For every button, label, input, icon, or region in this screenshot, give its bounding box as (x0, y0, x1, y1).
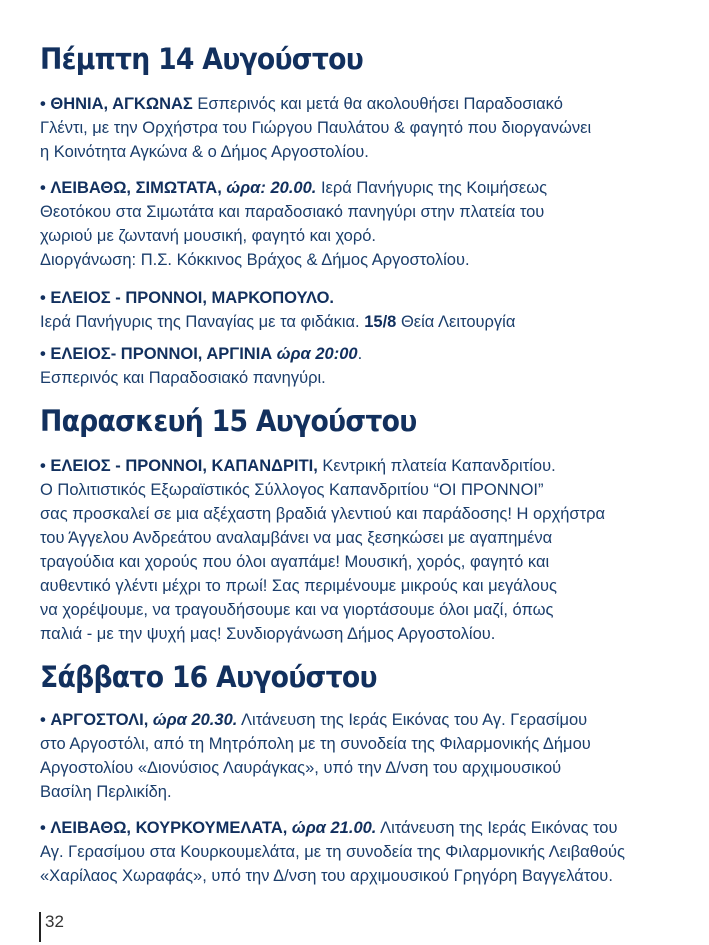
event-line (40, 454, 680, 478)
event-entry (40, 342, 680, 390)
event-line (40, 286, 680, 310)
event-text: Εσπερινός και Παραδοσιακό πανηγύρι. (40, 369, 326, 387)
bullet: • (40, 289, 46, 307)
bullet: • (40, 345, 46, 363)
event-line (40, 708, 680, 732)
footer-rule (39, 912, 41, 942)
event-text: παλιά - με την ψυχή μας! Συνδιοργάνωση Δήμος Αργοστολίου. (40, 625, 496, 643)
bullet: • (40, 711, 46, 729)
event-text: Ιερά Πανήγυρις της Παναγίας με τα φιδάκια. (40, 313, 365, 331)
day-heading: Πέμπτη 14 Αυγούστου (40, 42, 364, 76)
event-entry (40, 176, 680, 272)
event-entry (40, 454, 680, 646)
bullet: • (40, 457, 46, 475)
event-line (40, 342, 680, 366)
bullet: • (40, 179, 46, 197)
event-text: σας προσκαλεί σε μια αξέχαστη βραδιά γλεντιού και παράδοσης! Η ορχήστρα (40, 505, 606, 523)
day-heading: Σάββατο 16 Αυγούστου (40, 660, 377, 694)
event-text: να χορέψουμε, να τραγουδήσουμε και να γιορτάσουμε όλοι μαζί, όπως (40, 601, 554, 619)
event-text: Αργοστολίου «Διονύσιος Λαυράγκας», υπό την Δ/νση του αρχιμουσικού (40, 759, 562, 777)
bullet: • (40, 95, 46, 113)
event-text: Διοργάνωση: Π.Σ. Κόκκινος Βράχος & Δήμος Αργοστολίου. (40, 251, 470, 269)
event-text: αυθεντικό γλέντι μέχρι το πρωί! Σας περιμένουμε μικρούς και μεγάλους (40, 577, 557, 595)
event-time: ώρα: 20.00. (226, 179, 317, 197)
event-text: . (357, 345, 363, 363)
event-text: Θεοτόκου στα Σιμωτάτα και παραδοσιακό πανηγύρι στην πλατεία του (40, 203, 545, 221)
event-time: ώρα 20:00 (272, 345, 358, 363)
event-time: ώρα 20.30. (148, 711, 238, 729)
event-location: ΛΕΙΒΑΘΩ, ΣΙΜΩΤΑΤΑ, (50, 179, 222, 197)
event-location: ΑΡΓΟΣΤΟΛΙ, (50, 711, 149, 729)
event-entry (40, 92, 680, 164)
event-text: Αγ. Γερασίμου στα Κουρκουμελάτα, με τη συνοδεία της Φιλαρμονικής Λειβαθούς (40, 843, 625, 861)
event-time: ώρα 21.00. (287, 819, 377, 837)
event-date: 15/8 (364, 313, 397, 331)
event-line (40, 176, 680, 200)
event-text: Ο Πολιτιστικός Εξωραϊστικός Σύλλογος Καπανδριτίου “ΟΙ ΠΡΟΝΝΟΙ” (40, 481, 544, 499)
event-text: στο Αργοστόλι, από τη Μητρόπολη με τη συνοδεία της Φιλαρμονικής Δήμου (40, 735, 591, 753)
day-heading: Παρασκευή 15 Αυγούστου (40, 404, 417, 438)
event-entry (40, 708, 680, 804)
event-text: Βασίλη Περλικίδη. (40, 783, 172, 801)
event-text: Λιτάνευση της Ιεράς Εικόνας του Αγ. Γερασίμου (237, 711, 588, 729)
event-text: τραγούδια και χορούς που όλοι αγαπάμε! Μουσική, χορός, φαγητό και (40, 553, 550, 571)
event-line (40, 816, 680, 840)
event-text: Γλέντι, με την Ορχήστρα του Γιώργου Παυλάτου & φαγητό που διοργανώνει (40, 119, 592, 137)
page-number: 32 (45, 912, 64, 931)
event-text: η Κοινότητα Αγκώνα & ο Δήμος Αργοστολίου. (40, 143, 369, 161)
event-text: Θεία Λειτουργία (396, 313, 516, 331)
event-line (40, 310, 680, 334)
event-location: ΘΗΝΙΑ, ΑΓΚΩΝΑΣ (50, 95, 193, 113)
event-text: Εσπερινός και μετά θα ακολουθήσει Παραδοσιακό (192, 95, 563, 113)
event-location: ΕΛΕΙΟΣ - ΠΡΟΝΝΟΙ, ΜΑΡΚΟΠΟΥΛΟ. (50, 289, 334, 307)
event-entry (40, 286, 680, 334)
event-location: ΛΕΙΒΑΘΩ, ΚΟΥΡΚΟΥΜΕΛΑΤΑ, (50, 819, 288, 837)
event-entry (40, 816, 680, 888)
event-text: Κεντρική πλατεία Καπανδριτίου. (317, 457, 556, 475)
event-text: Λιτάνευση της Ιεράς Εικόνας του (376, 819, 618, 837)
event-location: ΕΛΕΙΟΣ- ΠΡΟΝΝΟΙ, ΑΡΓΙΝΙΑ (50, 345, 273, 363)
event-text: «Χαρίλαος Χωραφάς», υπό την Δ/νση του αρχιμουσικού Γρηγόρη Βαγγελάτου. (40, 867, 613, 885)
event-text: Ιερά Πανήγυρις της Κοιμήσεως (316, 179, 548, 197)
event-text: του Άγγελου Ανδρεάτου αναλαμβάνει να μας ξεσηκώσει με αγαπημένα (40, 529, 553, 547)
bullet: • (40, 819, 46, 837)
event-line (40, 92, 680, 116)
event-text: χωριού με ζωντανή μουσική, φαγητό και χορό. (40, 227, 376, 245)
event-location: ΕΛΕΙΟΣ - ΠΡΟΝΝΟΙ, ΚΑΠΑΝΔΡΙΤΙ, (50, 457, 318, 475)
